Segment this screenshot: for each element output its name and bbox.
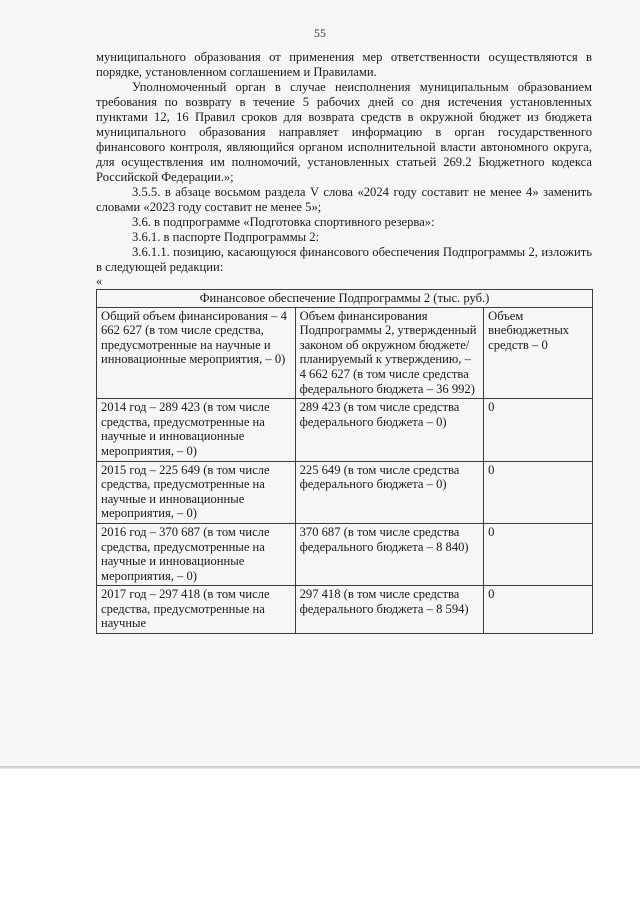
paragraph-4: 3.6. в подпрограмме «Подготовка спортивного резерва»: xyxy=(132,215,435,229)
paragraph-5: 3.6.1. в паспорте Подпрограммы 2: xyxy=(132,230,320,244)
table-row xyxy=(97,586,593,634)
header-extrabudgetary: Объем внебюджетных средств – 0 xyxy=(484,307,593,399)
paragraph-2: Уполномоченный орган в случае неисполнения муниципальным образованием требования по возврату в течение 5 рабочих дней со дня истечения установленных пунктами 12, 16 Правил сроков для возврата средств в окружной бюджет из бюджета муниципального образования направляет информацию в орган государственного финансового контроля, являющийся органом исполнительной власти автономного округа, для осуществления им полномочий, установленных статьей 269.2 Бюджетного кодекса Российской Федерации.»; xyxy=(96,80,592,184)
table-cell: 2017 год – 297 418 (в том числе средства, предусмотренные на научные xyxy=(97,586,296,634)
document-body xyxy=(96,50,592,634)
table-caption-row xyxy=(97,290,593,308)
table-cell: 370 687 (в том числе средства федерального бюджета – 8 840) xyxy=(295,523,484,585)
table-cell: 0 xyxy=(484,586,593,634)
table-cell: 0 xyxy=(484,461,593,523)
table-header-row xyxy=(97,307,593,399)
header-subprogram-volume: Объем финансирования Подпрограммы 2, утвержденный законом об окружном бюджете/планируемый к утверждению, – 4 662 627 (в том числе средства федерального бюджета – 36 992) xyxy=(295,307,484,399)
page-bottom-edge xyxy=(0,766,640,769)
table-cell: 2015 год – 225 649 (в том числе средства, предусмотренные на научные и инновационные мероприятия, – 0) xyxy=(97,461,296,523)
table-row xyxy=(97,461,593,523)
paragraph-6: 3.6.1.1. позицию, касающуюся финансового обеспечения Подпрограммы 2, изложить в следующей редакции: xyxy=(96,245,592,274)
paragraph-1: муниципального образования от применения мер ответственности осуществляются в порядке, установленном соглашением и Правилами. xyxy=(96,50,592,79)
table-cell: 225 649 (в том числе средства федерального бюджета – 0) xyxy=(295,461,484,523)
table-cell: 0 xyxy=(484,523,593,585)
financing-table xyxy=(96,289,593,634)
paragraph-3: 3.5.5. в абзаце восьмом раздела V слова «2024 году составит не менее 4» заменить словами «2023 году составит не менее 5»; xyxy=(96,185,592,214)
table-caption: Финансовое обеспечение Подпрограммы 2 (тыс. руб.) xyxy=(97,290,593,308)
header-total-volume: Общий объем финансирования – 4 662 627 (в том числе средства, предусмотренные на научные и инновационные мероприятия, – 0) xyxy=(97,307,296,399)
table-row xyxy=(97,399,593,461)
table-cell: 2014 год – 289 423 (в том числе средства, предусмотренные на научные и инновационные мероприятия, – 0) xyxy=(97,399,296,461)
table-cell: 0 xyxy=(484,399,593,461)
table-row xyxy=(97,523,593,585)
page-number: 55 xyxy=(314,26,326,40)
table-cell: 289 423 (в том числе средства федерального бюджета – 0) xyxy=(295,399,484,461)
table-cell: 297 418 (в том числе средства федерального бюджета – 8 594) xyxy=(295,586,484,634)
quote-open-mark: « xyxy=(96,274,103,288)
table-cell: 2016 год – 370 687 (в том числе средства, предусмотренные на научные и инновационные мероприятия, – 0) xyxy=(97,523,296,585)
